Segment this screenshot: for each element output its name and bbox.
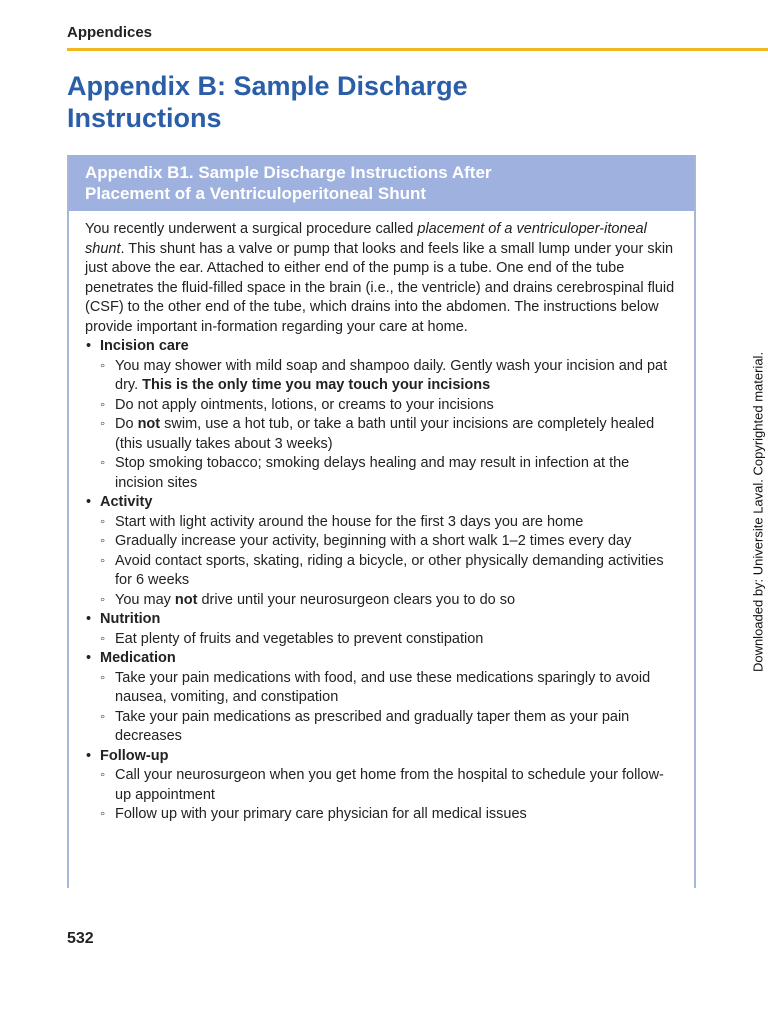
list-item: ◦ Start with light activity around the house for the first 3 days you are home [100, 513, 678, 533]
section-nutrition [85, 610, 678, 649]
section-label: Activity [100, 494, 153, 510]
appendix-box [67, 155, 696, 888]
page-number: 532 [67, 930, 94, 947]
item-emphasis: This is the only time you may touch your incisions [142, 377, 491, 393]
section-activity [85, 493, 678, 610]
box-header-line1: Appendix B1. Sample Discharge Instructions After [85, 163, 492, 182]
list-item: ◦ Take your pain medications with food, and use these medications sparingly to avoid nausea, vomiting, and constipation [100, 669, 678, 708]
sub-list [100, 513, 678, 611]
instruction-list [85, 337, 678, 825]
box-header [69, 155, 694, 211]
item-text: You may [115, 591, 175, 608]
list-item [100, 591, 678, 611]
item-emphasis: not [137, 416, 161, 432]
list-item: ◦ Stop smoking tobacco; smoking delays healing and may result in infection at the incision sites [100, 454, 678, 493]
page-title-line1: Appendix B: Sample Discharge [67, 71, 468, 101]
section-label: Incision care [100, 338, 189, 354]
side-watermark [747, 336, 768, 688]
item-text: You may shower with mild soap and shampoo daily. Gently wash your incision and pat dry. [115, 357, 668, 393]
list-item: ◦ Avoid contact sports, skating, riding a bicycle, or other physically demanding activities for 6 weeks [100, 552, 678, 591]
intro-paragraph [85, 220, 678, 337]
section-label: Follow-up [100, 747, 169, 764]
page-title [67, 70, 687, 134]
section-label: Nutrition [100, 611, 161, 627]
sub-list [100, 357, 678, 494]
item-emphasis: not [174, 591, 198, 608]
list-item: ◦ Do not apply ointments, lotions, or creams to your incisions [100, 396, 678, 416]
side-watermark-text: Downloaded by: Universite Laval. Copyrighted material. [750, 351, 766, 673]
section-incision-care [85, 337, 678, 493]
sub-list [100, 630, 678, 650]
list-item: ◦ Follow up with your primary care physician for all medical issues [100, 805, 678, 825]
section-medication [85, 649, 678, 747]
running-head: Appendices [67, 24, 153, 41]
box-body [69, 211, 694, 825]
header-rule [67, 48, 768, 51]
list-item: ◦ Eat plenty of fruits and vegetables to prevent constipation [100, 630, 678, 650]
list-item: ◦ Gradually increase your activity, beginning with a short walk 1–2 times every day [100, 532, 678, 552]
item-text: drive until your neurosurgeon clears you to do so [197, 591, 516, 608]
list-item [100, 415, 678, 454]
section-label: Medication [100, 650, 176, 666]
page-title-line2: Instructions [67, 103, 222, 133]
list-item [100, 357, 678, 396]
list-item: ◦ Take your pain medications as prescribed and gradually taper them as your pain decreases [100, 708, 678, 747]
sub-list [100, 669, 678, 747]
box-header-line2: Placement of a Ventriculoperitoneal Shunt [85, 184, 427, 203]
list-item: ◦ Call your neurosurgeon when you get home from the hospital to schedule your follow-up appointment [100, 766, 678, 805]
item-text: Do [115, 416, 138, 432]
section-follow-up [85, 747, 678, 825]
intro-italic-term: placement of a ventriculoper-itoneal shunt [85, 221, 647, 257]
intro-text-cont: . This shunt has a valve or pump that looks and feels like a small lump under your skin just above the ear. Attached to either end of the pump is a tube. One end of the tube penetrates the fluid-filled space in the brain (i.e., the ventricle) and drains cerebrospinal fluid (CSF) to the other end of the tube, which drains into the abdomen. The instructions below provide important in-formation regarding your care at home. [85, 240, 675, 335]
sub-list [100, 766, 678, 825]
item-text: swim, use a hot tub, or take a bath until your incisions are completely healed (this usually takes about 3 weeks) [115, 416, 655, 452]
intro-text: You recently underwent a surgical procedure called [85, 221, 418, 237]
